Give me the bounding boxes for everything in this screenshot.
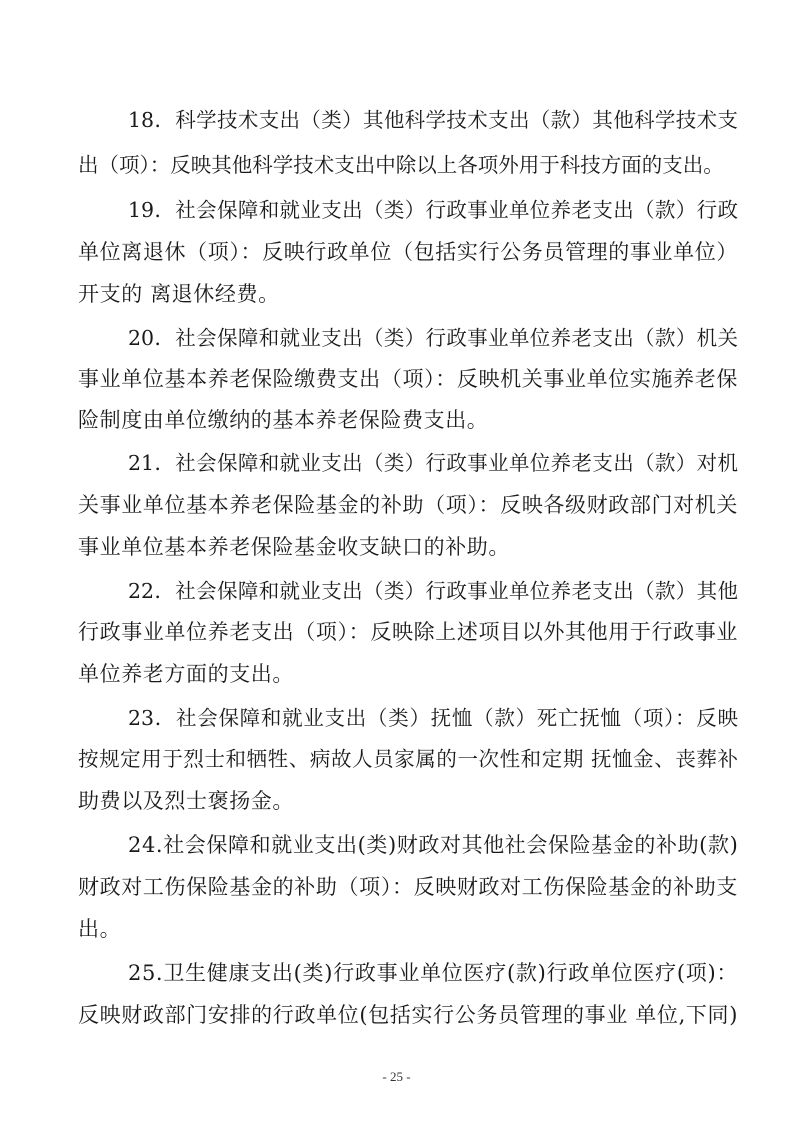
paragraph-line: 24.社会保障和就业支出(类)财政对其他社会保险基金的补助(款) (128, 833, 739, 857)
paragraph-line: 行政事业单位养老支出（项）：反映除上述项目以外其他用于行政事业 (78, 620, 738, 644)
paragraph-line: 单位离退休（项）：反映行政单位（包括实行公务员管理的事业单位） (78, 240, 738, 264)
paragraph-line: 出。 (78, 917, 122, 941)
paragraph-line: 21．社会保障和就业支出（类）行政事业单位养老支出（款）对机 (128, 451, 738, 475)
paragraph-line: 关事业单位基本养老保险基金的补助（项）：反映各级财政部门对机关 (78, 493, 738, 517)
paragraph-line: 开支的 离退休经费。 (78, 282, 280, 306)
paragraph-line: 助费以及烈士褒扬金。 (78, 789, 294, 813)
paragraph-line: 22．社会保障和就业支出（类）行政事业单位养老支出（款）其他 (128, 579, 738, 603)
paragraph-line: 反映财政部门安排的行政单位(包括实行公务员管理的事业 单位,下同) (78, 1003, 738, 1027)
paragraph-line: 19．社会保障和就业支出（类）行政事业单位养老支出（款）行政 (128, 198, 738, 222)
paragraph-line: 按规定用于烈士和牺牲、病故人员家属的一次性和定期 抚恤金、丧葬补 (78, 747, 738, 771)
page-number: - 25 - (382, 1069, 411, 1084)
paragraph-line: 事业单位基本养老保险基金收支缺口的补助。 (78, 535, 510, 559)
paragraph-line: 18．科学技术支出（类）其他科学技术支出（款）其他科学技术支 (128, 108, 738, 132)
paragraph-line: 23．社会保障和就业支出（类）抚恤（款）死亡抚恤（项）：反映 (128, 706, 738, 730)
paragraph-line: 出（项）：反映其他科学技术支出中除以上各项外用于科技方面的支出。 (78, 153, 724, 177)
paragraph-line: 单位养老方面的支出。 (78, 662, 294, 686)
paragraph-line: 财政对工伤保险基金的补助（项）：反映财政对工伤保险基金的补助支 (78, 875, 738, 899)
paragraph-line: 险制度由单位缴纳的基本养老保险费支出。 (78, 408, 489, 432)
paragraph-line: 25.卫生健康支出(类)行政事业单位医疗(款)行政单位医疗(项)： (128, 961, 738, 985)
paragraph-line: 20．社会保障和就业支出（类）行政事业单位养老支出（款）机关 (128, 326, 738, 350)
paragraph-line: 事业单位基本养老保险缴费支出（项）：反映机关事业单位实施养老保 (78, 367, 738, 391)
